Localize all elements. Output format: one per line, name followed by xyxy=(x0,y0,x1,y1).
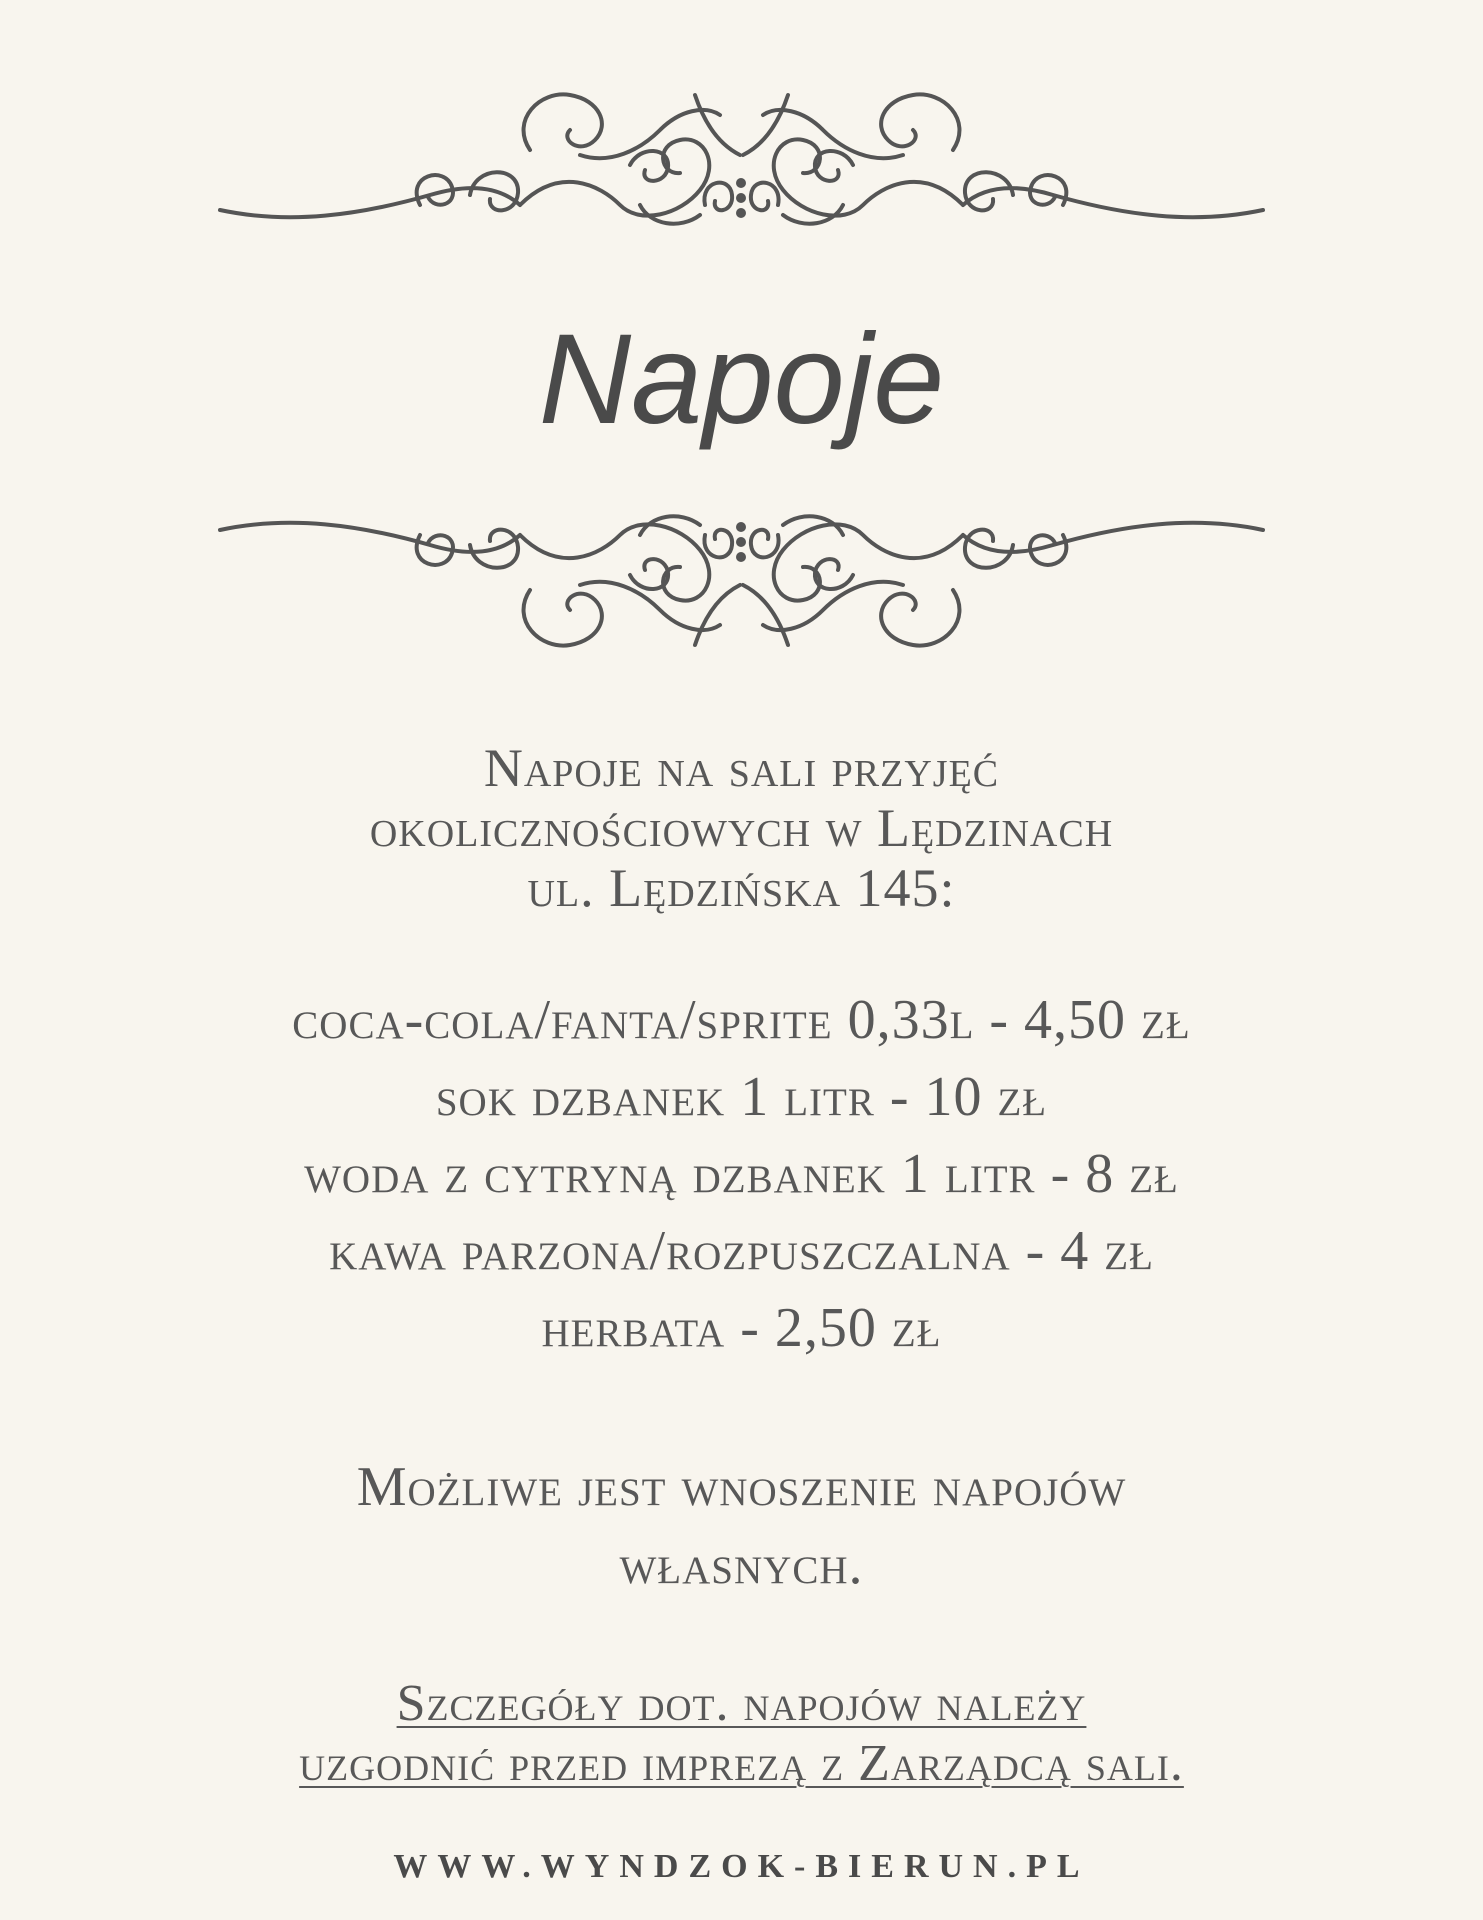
menu-item-lemon-water: woda z cytryną dzbanek 1 litr - 8 zł xyxy=(304,1143,1179,1205)
own-drinks-note xyxy=(150,1448,1333,1604)
page-title: Napoje xyxy=(538,308,945,451)
menu-item-coffee: kawa parzona/rozpuszczalna - 4 zł xyxy=(329,1220,1154,1282)
bottom-flourish-ornament-icon xyxy=(200,495,1283,685)
website-link[interactable]: WWW.WYNDZOK-BIERUN.PL xyxy=(393,1848,1090,1885)
intro-line: ul. Lędzińska 145: xyxy=(527,858,956,918)
menu-item-soda: coca-cola/fanta/sprite 0,33l - 4,50 zł xyxy=(292,989,1191,1051)
details-note xyxy=(150,1674,1333,1794)
intro-line: okolicznościowych w Lędzinach xyxy=(369,798,1114,858)
note-line: własnych. xyxy=(619,1534,864,1596)
drinks-price-list xyxy=(150,982,1333,1367)
note-line: Możliwe jest wnoszenie napojów xyxy=(356,1456,1127,1518)
intro-text xyxy=(150,738,1333,918)
details-line: uzgodnić przed imprezą z Zarządcą sali. xyxy=(299,1735,1184,1792)
menu-item-juice: sok dzbanek 1 litr - 10 zł xyxy=(435,1066,1048,1128)
menu-item-tea: herbata - 2,50 zł xyxy=(541,1297,942,1359)
intro-line: Napoje na sali przyjęć xyxy=(483,738,1000,798)
details-line: Szczegóły dot. napojów należy xyxy=(396,1675,1087,1732)
top-flourish-ornament-icon xyxy=(200,55,1283,245)
